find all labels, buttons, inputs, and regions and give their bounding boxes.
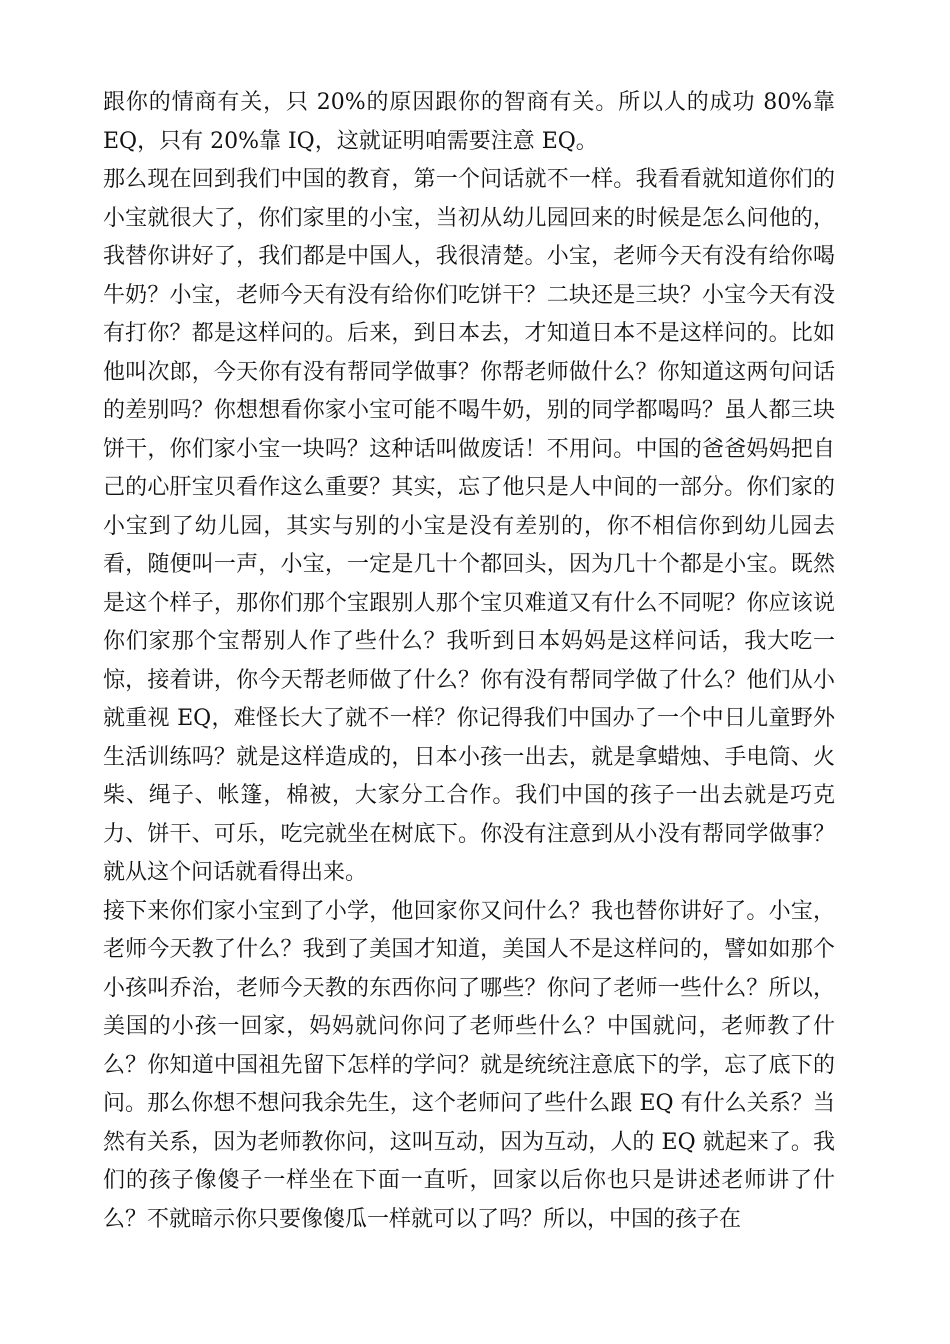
- paragraph-2: 那么现在回到我们中国的教育，第一个问话就不一样。我看看就知道你们的小宝就很大了，你们家里的小宝，当初从幼儿园回来的时候是怎么问他的，我替你讲好了，我们都是中国人，我很清楚。小宝，老师今天有没有给你喝牛奶？小宝，老师今天有没有给你们吃饼干？二块还是三块？小宝今天有没有打你？都是这样问的。后来，到日本去，才知道日本不是这样问的。比如他叫次郎，今天你有没有帮同学做事？你帮老师做什么？你知道这两句问话的差别吗？你想想看你家小宝可能不喝牛奶，别的同学都喝吗？虽人都三块饼干，你们家小宝一块吗？这种话叫做废话！不用问。中国的爸爸妈妈把自己的心肝宝贝看作这么重要？其实，忘了他只是人中间的一部分。你们家的小宝到了幼儿园，其实与别的小宝是没有差别的，你不相信你到幼儿园去看，随便叫一声，小宝，一定是几十个都回头，因为几十个都是小宝。既然是这个样子，那你们那个宝跟别人那个宝贝难道又有什么不同呢？你应该说你们家那个宝帮别人作了些什么？我听到日本妈妈是这样问话，我大吃一惊，接着讲，你今天帮老师做了什么？你有没有帮同学做了什么？他们从小就重视 EQ，难怪长大了就不一样？你记得我们中国办了一个中日儿童野外生活训练吗？就是这样造成的，日本小孩一出去，就是拿蜡烛、手电筒、火柴、绳子、帐篷，棉被，大家分工合作。我们中国的孩子一出去就是巧克力、饼干、可乐，吃完就坐在树底下。你没有注意到从小没有帮同学做事？就从这个问话就看得出来。: [103, 167, 835, 885]
- paragraph-1: 跟你的情商有关，只 20%的原因跟你的智商有关。所以人的成功 80%靠 EQ，只有 20%靠 IQ，这就证明咱需要注意 EQ。: [103, 90, 835, 154]
- paragraph-3: 接下来你们家小宝到了小学，他回家你又问什么？我也替你讲好了。小宝，老师今天教了什么？我到了美国才知道，美国人不是这样问的，譬如如那个小孩叫乔治，老师今天教的东西你问了哪些？你问了老师一些什么？所以，美国的小孩一回家，妈妈就问你问了老师些什么？中国就问，老师教了什么？你知道中国祖先留下怎样的学问？就是统统注意底下的学，忘了底下的问。那么你想不想问我余先生，这个老师问了些什么跟 EQ 有什么关系？当然有关系，因为老师教你问，这叫互动，因为互动，人的 EQ 就起来了。我们的孩子像傻子一样坐在下面一直听，回家以后你也只是讲述老师讲了什么？不就暗示你只要像傻瓜一样就可以了吗？所以，中国的孩子在: [103, 898, 835, 1232]
- body-text: [103, 84, 835, 1239]
